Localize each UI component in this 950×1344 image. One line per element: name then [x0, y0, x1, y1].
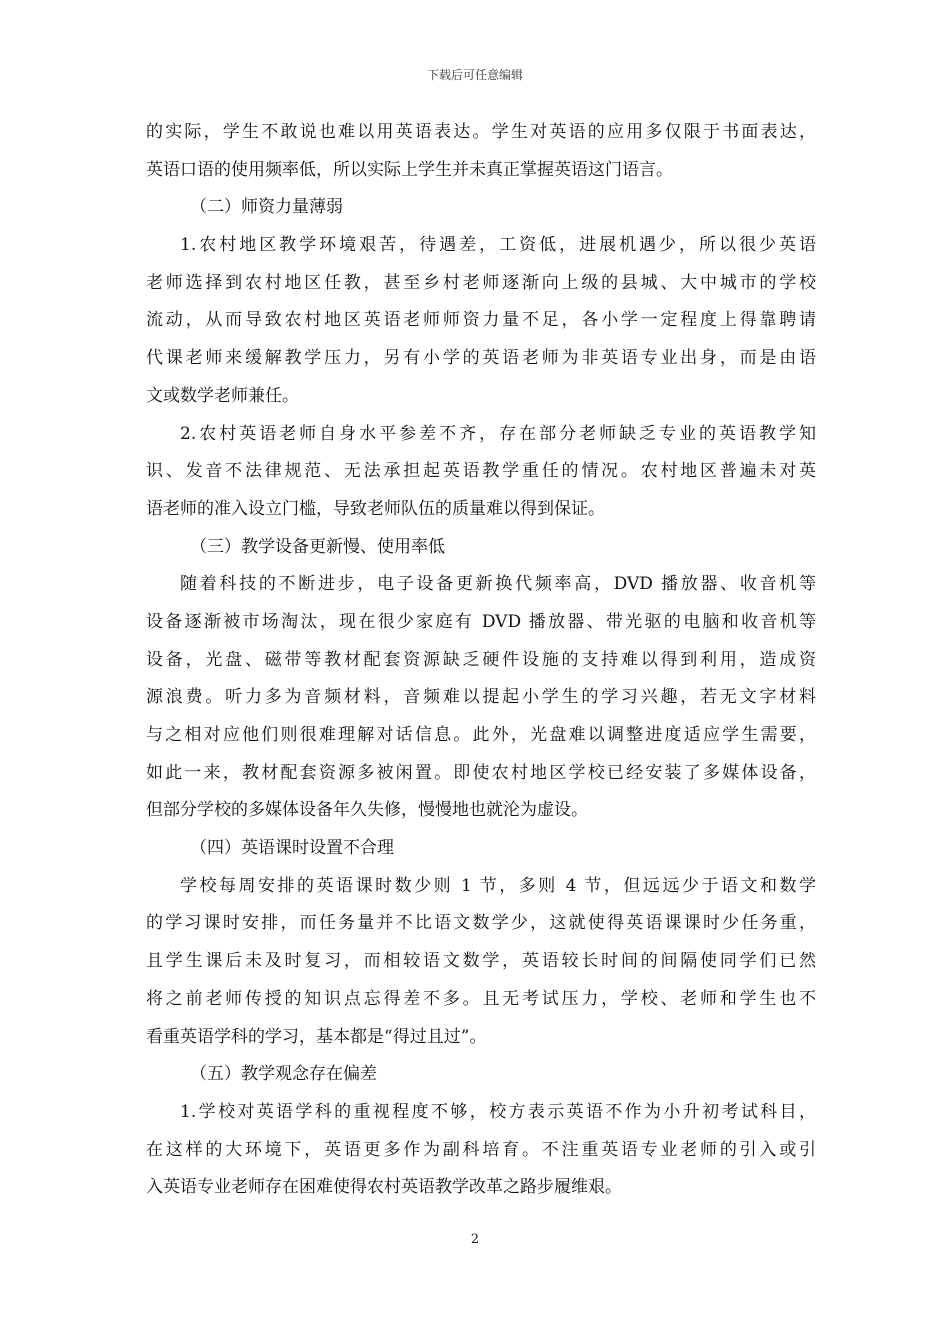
paragraph-line: 流动，从而导致农村地区英语老师师资力量不足，各小学一定程度上得靠聘请 — [146, 310, 816, 331]
paragraph-line: 代课老师来缓解教学压力，另有小学的英语老师为非英语专业出身，而是由语 — [146, 348, 816, 369]
paragraph-line: 的实际，学生不敢说也难以用英语表达。学生对英语的应用多仅限于书面表达， — [146, 122, 816, 142]
document-body — [146, 114, 816, 1207]
paragraph-line: 入英语专业老师存在困难使得农村英语教学改革之路步履维艰。 — [146, 1177, 622, 1198]
section-heading: （二）师资力量薄弱 — [190, 197, 343, 218]
paragraph-line: 看重英语学科的学习，基本都是“得过且过”。 — [146, 1026, 487, 1047]
paragraph-line: 源浪费。听力多为音频材料，音频难以提起小学生的学习兴趣，若无文字材料 — [146, 687, 816, 708]
paragraph-line: 随着科技的不断进步，电子设备更新换代频率高，DVD 播放器、收音机等 — [180, 574, 816, 595]
paragraph-line: 识、发音不法律规范、无法承担起英语教学重任的情况。农村地区普遍未对英 — [146, 461, 816, 482]
paragraph-line: 设备，光盘、磁带等教材配套资源缺乏硬件设施的支持难以得到利用，造成资 — [146, 649, 816, 670]
paragraph-line: 1.学校对英语学科的重视程度不够，校方表示英语不作为小升初考试科目， — [180, 1101, 816, 1122]
paragraph-line: 文或数学老师兼任。 — [146, 385, 299, 406]
paragraph-line: 老师选择到农村地区任教，甚至乡村老师逐渐向上级的县城、大中城市的学校 — [146, 272, 816, 293]
section-heading: （四）英语课时设置不合理 — [190, 838, 394, 859]
paragraph-line: 学校每周安排的英语课时数少则 1 节，多则 4 节，但远远少于语文和数学 — [180, 875, 816, 896]
section-heading: （三）教学设备更新慢、使用率低 — [190, 536, 445, 557]
paragraph-line: 将之前老师传授的知识点忘得差不多。且无考试压力，学校、老师和学生也不 — [146, 988, 816, 1009]
paragraph-line: 在这样的大环境下，英语更多作为副科培育。不注重英语专业老师的引入或引 — [146, 1139, 816, 1160]
section-heading: （五）教学观念存在偏差 — [190, 1064, 377, 1085]
paragraph-line: 设备逐渐被市场淘汰，现在很少家庭有 DVD 播放器、带光驱的电脑和收音机等 — [146, 611, 816, 632]
page-header-note: 下载后可任意编辑 — [426, 68, 523, 82]
paragraph-line: 与之相对应他们则很难理解对话信息。此外，光盘难以调整进度适应学生需要， — [146, 725, 816, 745]
paragraph-line: 2.农村英语老师自身水平参差不齐，存在部分老师缺乏专业的英语教学知 — [180, 423, 816, 444]
paragraph-line: 且学生课后未及时复习，而相较语文数学，英语较长时间的间隔使同学们已然 — [146, 951, 816, 972]
paragraph-line: 英语口语的使用频率低，所以实际上学生并未真正掌握英语这门语言。 — [146, 159, 673, 180]
paragraph-line: 1.农村地区教学环境艰苦，待遇差，工资低，进展机遇少，所以很少英语 — [180, 235, 816, 256]
paragraph-line: 的学习课时安排，而任务量并不比语文数学少，这就使得英语课课时少任务重， — [146, 913, 816, 934]
paragraph-line: 如此一来，教材配套资源多被闲置。即使农村地区学校已经安装了多媒体设备， — [146, 762, 816, 783]
paragraph-line: 语老师的准入设立门槛，导致老师队伍的质量难以得到保证。 — [146, 498, 605, 519]
page-number: 2 — [470, 1232, 480, 1247]
paragraph-line: 但部分学校的多媒体设备年久失修，慢慢地也就沦为虚设。 — [146, 800, 588, 821]
